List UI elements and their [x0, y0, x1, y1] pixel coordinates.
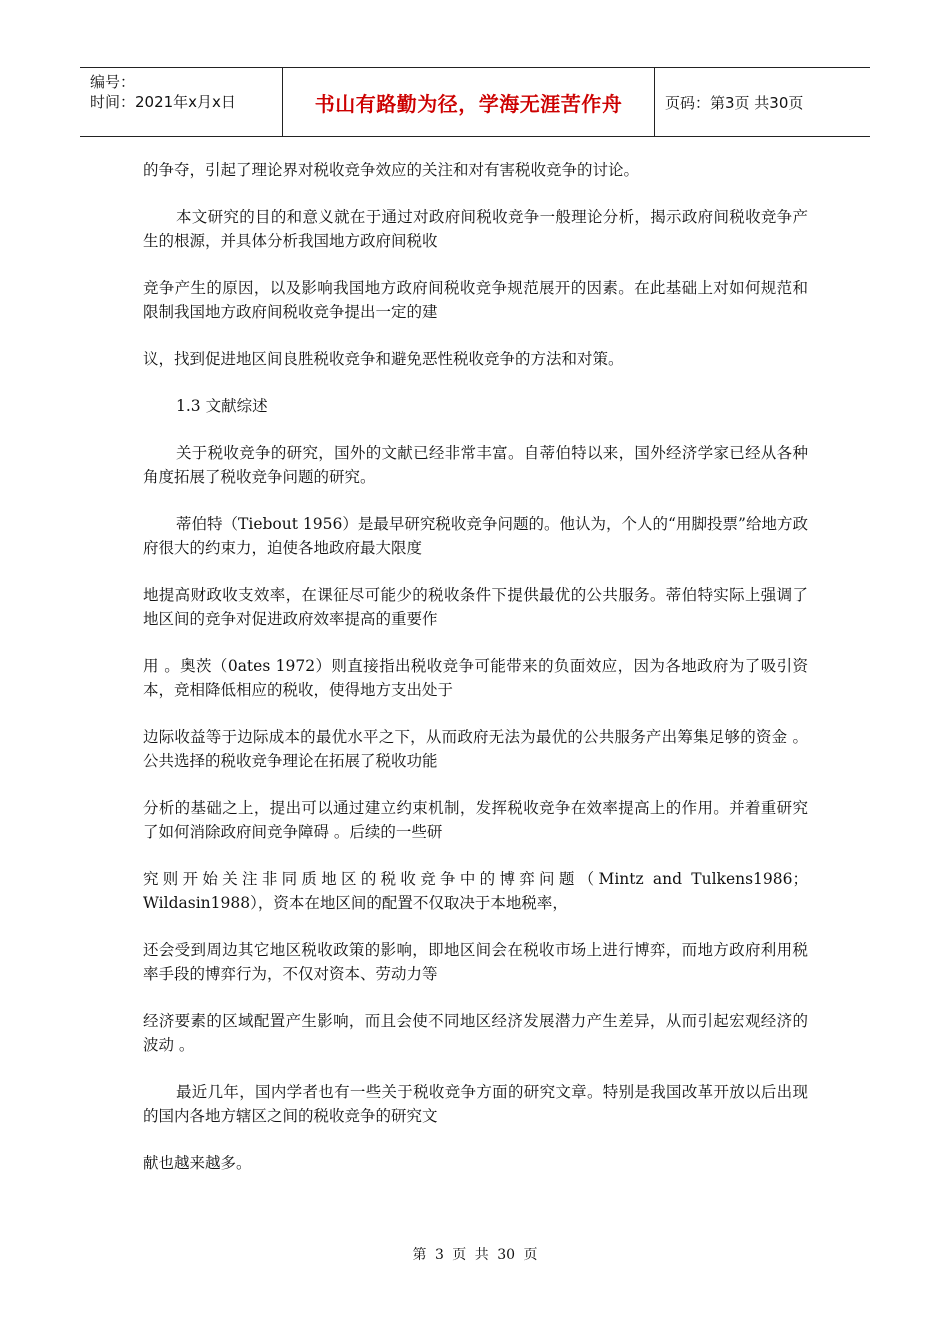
- paragraph: 议，找到促进地区间良胜税收竞争和避免恶性税收竞争的方法和对策。: [143, 350, 624, 368]
- paragraph: 竞争产生的原因，以及影响我国地方政府间税收竞争规范展开的因素。在此基础上对如何规范和限制我国地方政府间税收竞争提出一定的建: [143, 279, 808, 321]
- paragraph: 还会受到周边其它地区税收政策的影响，即地区间会在税收市场上进行博弈，而地方政府利用税率手段的博弈行为，不仅对资本、劳动力等: [143, 941, 808, 983]
- page-header: [80, 67, 870, 137]
- header-page-cell: [655, 68, 870, 136]
- header-motto: 书山有路勤为径，学海无涯苦作舟: [314, 91, 623, 116]
- paragraph: 究则开始关注非同质地区的税收竞争中的博弈问题（Mintz and Tulkens1986；Wildasin1988），资本在地区间的配置不仅取决于本地税率，: [143, 870, 808, 912]
- paragraph: 用 。奥茨（0ates 1972）则直接指出税收竞争可能带来的负面效应，因为各地政府为了吸引资本，竞相降低相应的税收，使得地方支出处于: [143, 657, 808, 699]
- paragraph: 关于税收竞争的研究，国外的文献已经非常丰富。自蒂伯特以来，国外经济学家已经从各种角度拓展了税收竞争问题的研究。: [143, 444, 808, 486]
- paragraph: 本文研究的目的和意义就在于通过对政府间税收竞争一般理论分析，揭示政府间税收竞争产生的根源，并具体分析我国地方政府间税收: [143, 208, 808, 250]
- paragraph: 边际收益等于边际成本的最优水平之下，从而政府无法为最优的公共服务产出筹集足够的资金 。公共选择的税收竞争理论在拓展了税收功能: [143, 728, 808, 770]
- paragraph: 的争夺，引起了理论界对税收竞争效应的关注和对有害税收竞争的讨论。: [143, 161, 640, 179]
- header-meta: [80, 68, 282, 136]
- paragraph: 献也越来越多。: [143, 1154, 252, 1172]
- paragraph: 经济要素的区域配置产生影响，而且会使不同地区经济发展潜力产生差异，从而引起宏观经济的波动 。: [143, 1012, 808, 1054]
- document-time-label: 时间：2021年x月x日: [90, 93, 236, 111]
- page-footer: 第 3 页 共 30 页: [412, 1247, 538, 1263]
- header-motto-cell: [282, 68, 655, 136]
- document-number-label: 编号：: [90, 73, 136, 91]
- paragraph: 蒂伯特（Tiebout 1956）是最早研究税收竞争问题的。他认为，个人的“用脚投票”给地方政府很大的约束力，迫使各地政府最大限度: [143, 515, 808, 557]
- body-text: [143, 158, 808, 1198]
- section-heading: 1.3 文献综述: [176, 397, 268, 415]
- paragraph: 最近几年，国内学者也有一些关于税收竞争方面的研究文章。特别是我国改革开放以后出现的国内各地方辖区之间的税收竞争的研究文: [143, 1083, 808, 1125]
- paragraph: 地提高财政收支效率，在课征尽可能少的税收条件下提供最优的公共服务。蒂伯特实际上强调了地区间的竞争对促进政府效率提高的重要作: [143, 586, 808, 628]
- header-page-number: 页码：第3页 共30页: [665, 93, 804, 112]
- paragraph: 分析的基础之上，提出可以通过建立约束机制，发挥税收竞争在效率提高上的作用。并着重研究了如何消除政府间竞争障碍 。后续的一些研: [143, 799, 808, 841]
